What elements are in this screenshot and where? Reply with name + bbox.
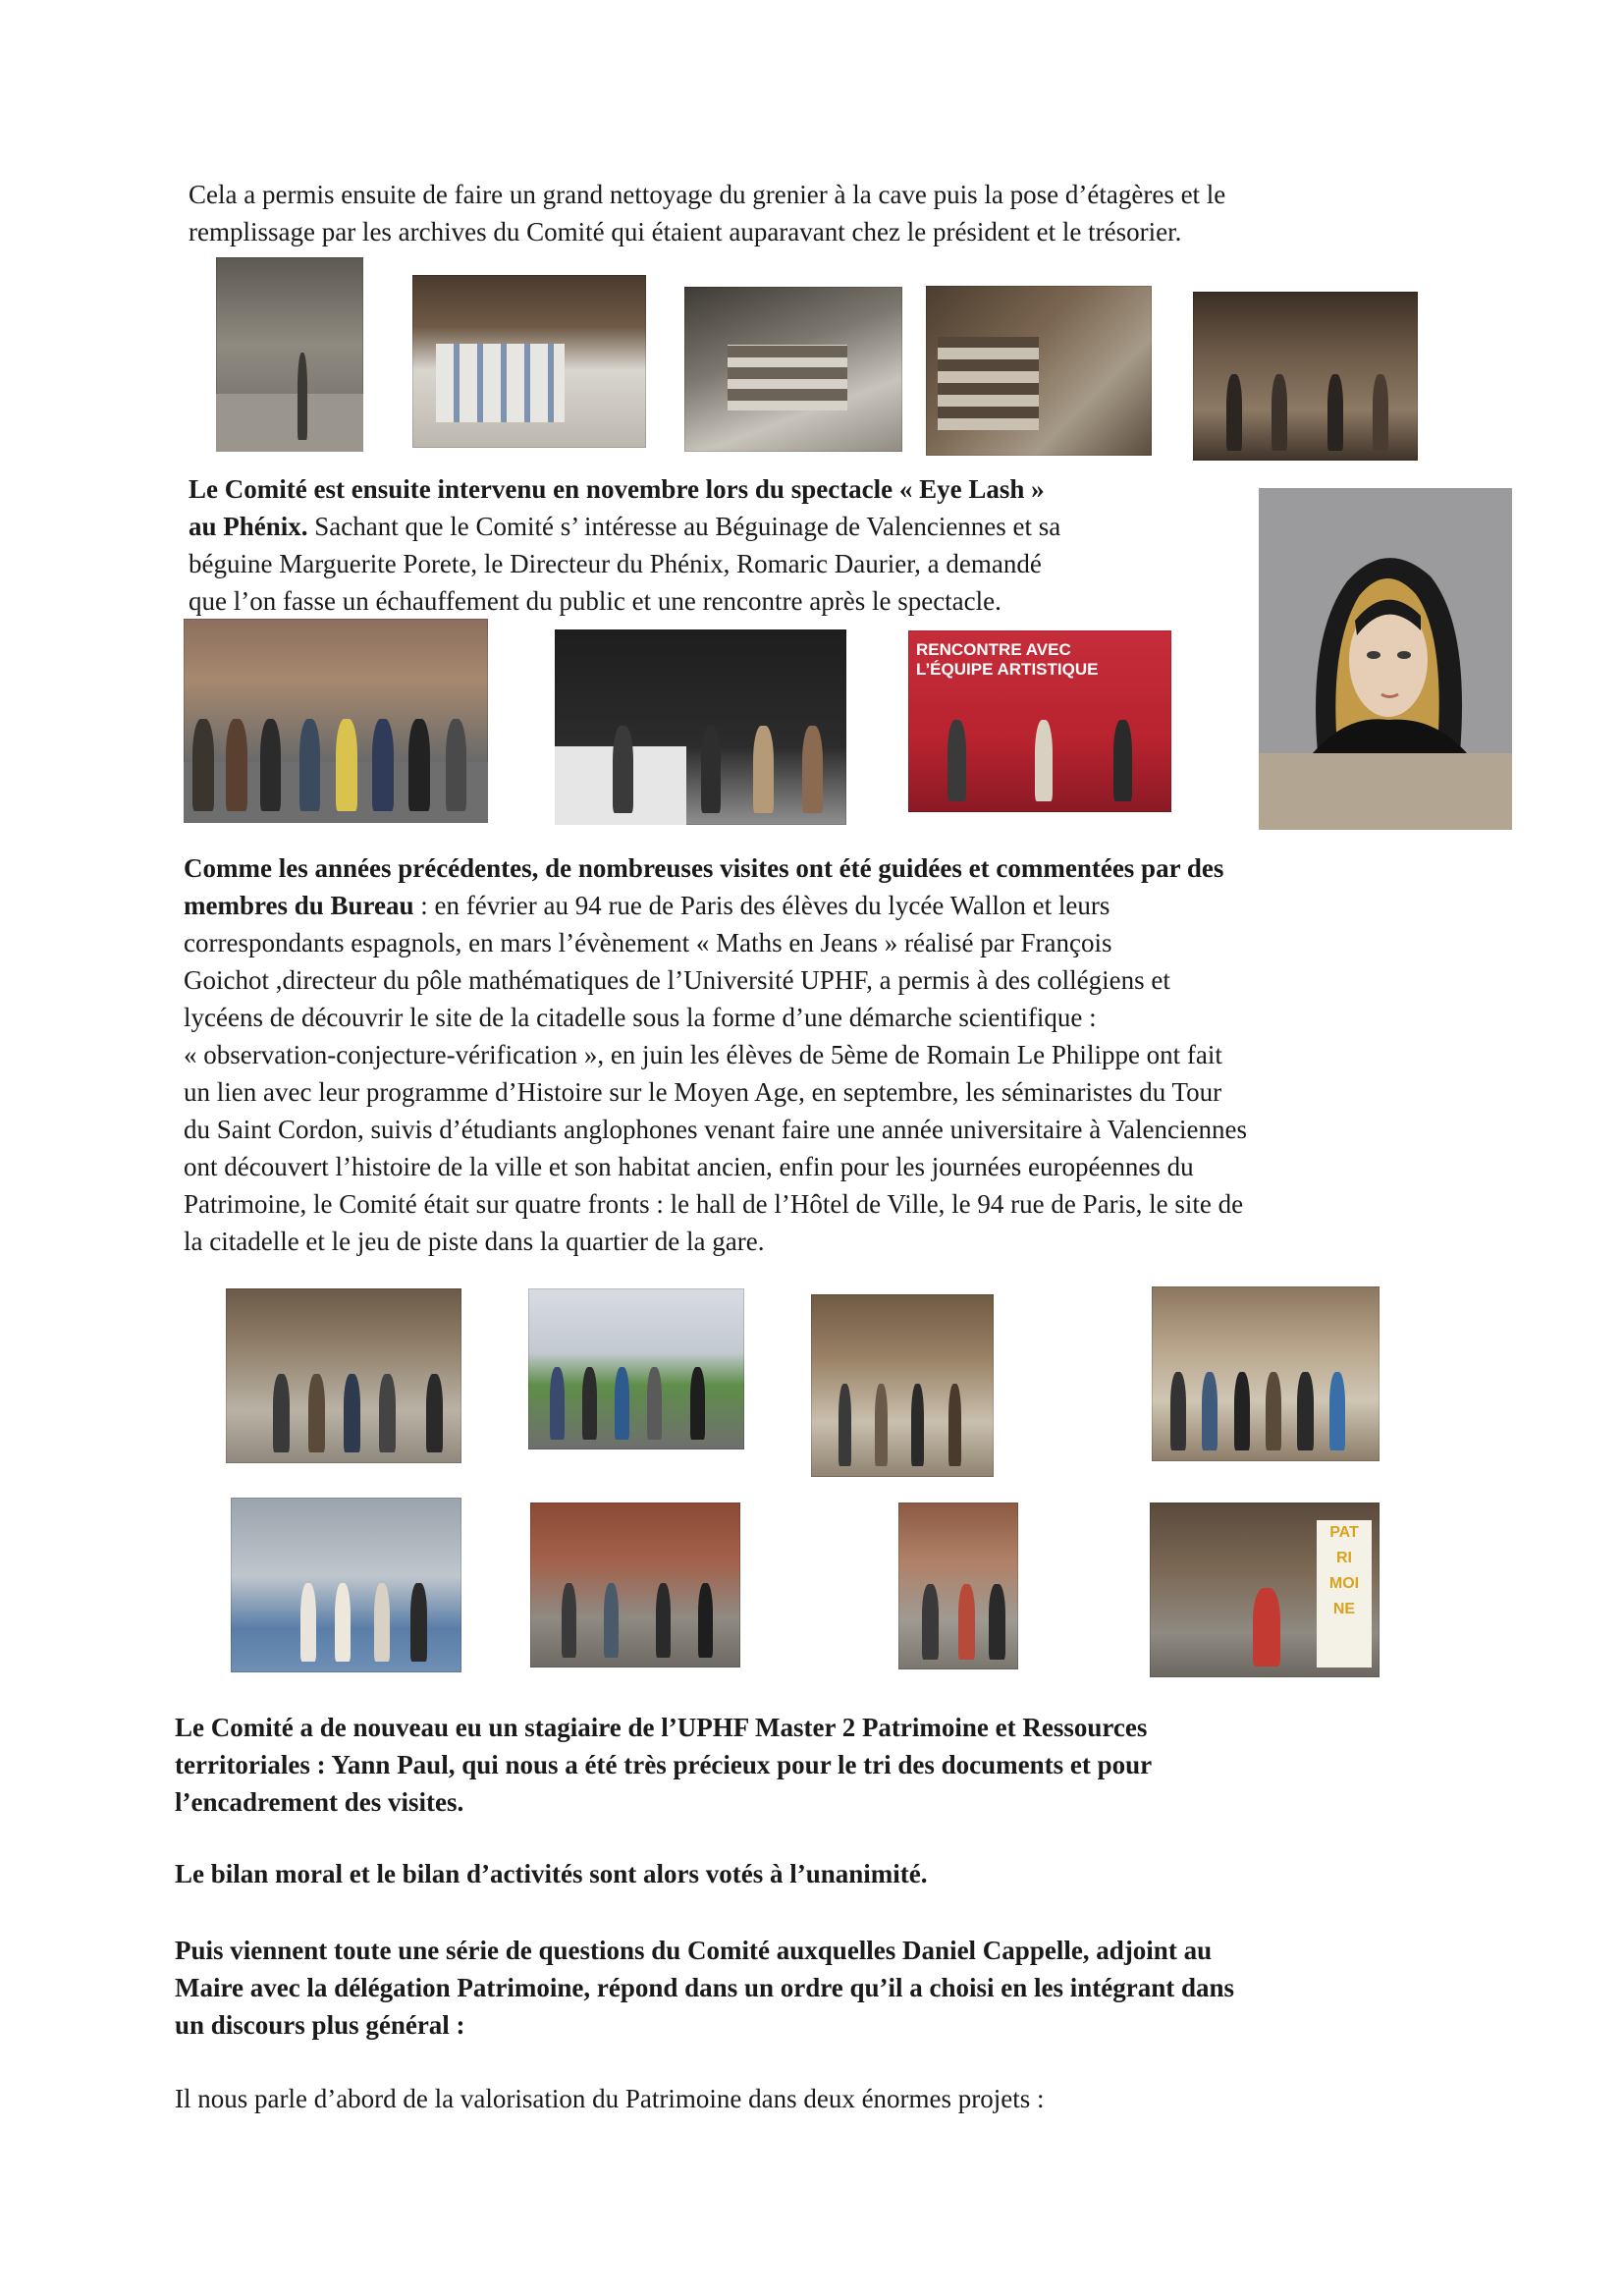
- paragraph-6-line-3: [175, 2006, 465, 2044]
- banner-text: [916, 640, 1098, 680]
- photo-shelves-1: [412, 275, 646, 448]
- paragraph-1-line-2: remplissage par les archives du Comité qui étaient auparavant chez le président et le trésorier.: [189, 217, 1182, 246]
- portrait-drawing: [1259, 488, 1512, 830]
- paragraph-5: [175, 1855, 927, 1892]
- paragraph-6-line-1: [175, 1932, 1212, 1969]
- paragraph-6-line-2: [175, 1969, 1234, 2006]
- patrimoine-poster: [1317, 1520, 1372, 1667]
- paragraph-3-line-3: correspondants espagnols, en mars l’évènement « Maths en Jeans » réalisé par François: [184, 928, 1112, 957]
- photo-artistic-team-meeting: [908, 630, 1171, 812]
- paragraph-4-bold-3: l’encadrement des visites.: [175, 1787, 464, 1817]
- paragraph-3-rest-2: : en février au 94 rue de Paris des élèves du lycée Wallon et leurs: [413, 891, 1110, 920]
- paragraph-3-bold-2: membres du Bureau: [184, 891, 414, 920]
- patri-line-4: NE: [1332, 1601, 1356, 1617]
- paragraph-3-line-10: Patrimoine, le Comité était sur quatre fronts : le hall de l’Hôtel de Ville, le 94 rue de Paris, le site de: [184, 1189, 1244, 1219]
- photo-visit-hotel-de-ville: [231, 1498, 461, 1672]
- patri-line-1: PAT: [1329, 1524, 1359, 1541]
- paragraph-4-line-2: [175, 1746, 1152, 1783]
- paragraph-3-line-1: [184, 849, 1223, 887]
- paragraph-7: Il nous parle d’abord de la valorisation du Patrimoine dans deux énormes projets :: [175, 2084, 1045, 2113]
- paragraph-3-line-9: ont découvert l’histoire de la ville et son habitat ancien, enfin pour les journées européennes du: [184, 1152, 1194, 1181]
- photo-visit-room: [811, 1294, 994, 1477]
- photo-meeting-room: [1193, 292, 1418, 461]
- paragraph-3-line-8: du Saint Cordon, suivis d’étudiants anglophones venant faire une année universitaire à Valenciennes: [184, 1115, 1247, 1144]
- paragraph-3-line-11: la citadelle et le jeu de piste dans la quartier de la gare.: [184, 1227, 765, 1256]
- paragraph-6-bold-2: Maire avec la délégation Patrimoine, répond dans un ordre qu’il a choisi en les intégrant dans: [175, 1973, 1235, 2002]
- paragraph-6-bold-3: un discours plus général :: [175, 2010, 465, 2040]
- paragraph-4-bold-2: territoriales : Yann Paul, qui nous a été très précieux pour le tri des documents et pour: [175, 1750, 1153, 1779]
- banner-line-1: RENCONTRE AVEC: [916, 640, 1071, 659]
- paragraph-2-rest-2: Sachant que le Comité s’ intéresse au Béguinage de Valenciennes et sa: [307, 512, 1061, 541]
- photo-shelves-2: [684, 287, 902, 452]
- patri-line-2: RI: [1336, 1550, 1352, 1566]
- photo-visit-street: [530, 1503, 740, 1667]
- paragraph-3-line-6: « observation-conjecture-vérification », en juin les élèves de 5ème de Romain Le Philippe ont fait: [184, 1040, 1222, 1069]
- photo-visit-station-quarter: [898, 1503, 1018, 1669]
- paragraph-4-line-1: [175, 1709, 1147, 1746]
- paragraph-3-line-5: lycéens de découvrir le site de la citadelle sous la forme d’une démarche scientifique :: [184, 1003, 1097, 1032]
- paragraph-6-bold-1: Puis viennent toute une série de questions du Comité auxquelles Daniel Cappelle, adjoint au: [175, 1936, 1213, 1965]
- photo-portrait-painting: [1259, 488, 1512, 830]
- paragraph-3-line-2: [184, 887, 1110, 924]
- photo-heritage-days-sign: [1150, 1503, 1380, 1677]
- paragraph-2-line-1: [189, 470, 1045, 508]
- paragraph-3-line-7: un lien avec leur programme d’Histoire sur le Moyen Age, en septembre, les séminaristes du Tour: [184, 1077, 1222, 1107]
- paragraph-2-bold-2: au Phénix.: [189, 512, 308, 541]
- patri-line-3: MOI: [1328, 1575, 1360, 1592]
- paragraph-3-line-4: Goichot ,directeur du pôle mathématiques de l’Université UPHF, a permis à des collégiens et: [184, 965, 1170, 995]
- paragraph-4-bold-1: Le Comité a de nouveau eu un stagiaire de l’UPHF Master 2 Patrimoine et Ressources: [175, 1713, 1148, 1742]
- paragraph-4-line-3: [175, 1783, 463, 1821]
- paragraph-2-line-2: [189, 508, 1060, 545]
- paragraph-2-line-3: béguine Marguerite Porete, le Directeur du Phénix, Romaric Daurier, a demandé: [189, 549, 1042, 578]
- banner-line-2: L’ÉQUIPE ARTISTIQUE: [916, 660, 1099, 679]
- photo-attic-cleaning: [216, 257, 363, 452]
- photo-shelves-3: [926, 286, 1152, 456]
- photo-visit-hall: [226, 1288, 461, 1463]
- photo-visit-group-indoor: [1152, 1286, 1380, 1461]
- photo-visit-citadel: [528, 1288, 744, 1449]
- photo-public-warmup: [184, 619, 488, 823]
- photo-after-show-meeting: [555, 629, 846, 825]
- paragraph-3-bold-1: Comme les années précédentes, de nombreuses visites ont été guidées et commentées par des: [184, 853, 1224, 883]
- paragraph-1-line-1: Cela a permis ensuite de faire un grand nettoyage du grenier à la cave puis la pose d’étagères et le: [189, 180, 1226, 209]
- paragraph-5-bold: Le bilan moral et le bilan d’activités sont alors votés à l’unanimité.: [175, 1859, 928, 1888]
- paragraph-2-bold-1: Le Comité est ensuite intervenu en novembre lors du spectacle « Eye Lash »: [189, 474, 1045, 504]
- paragraph-2-line-4: que l’on fasse un échauffement du public et une rencontre après le spectacle.: [189, 586, 1001, 616]
